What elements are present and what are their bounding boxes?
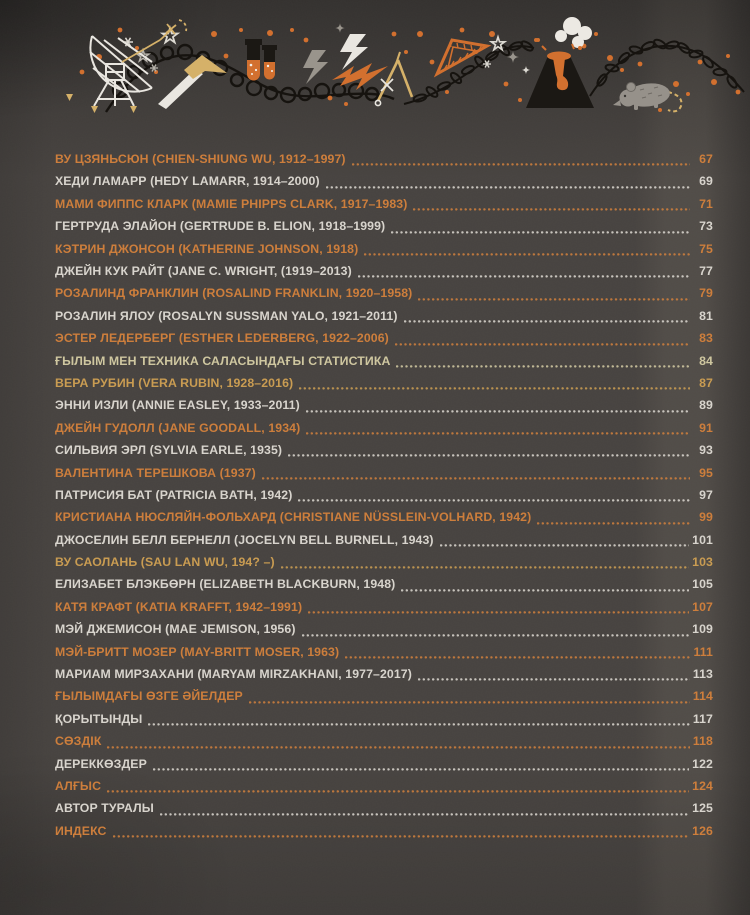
toc-leader-dots: [413, 208, 690, 211]
toc-page-number: 124: [692, 778, 713, 793]
toc-leader-dots: [107, 790, 689, 793]
toc-page-number: 111: [693, 644, 713, 659]
toc-entry-label: РОЗАЛИН ЯЛОУ (ROSALYN SUSSMAN YALO, 1921–2011): [55, 308, 398, 323]
toc-entry-label: МАРИАМ МИРЗАХАНИ (MARYAM MIRZAKHANI, 1977–2017): [55, 667, 412, 682]
toc-page-number: 118: [692, 734, 713, 749]
toc-page-number: 73: [699, 219, 713, 234]
toc-leader-dots: [345, 656, 690, 659]
toc-leader-dots: [153, 768, 689, 771]
toc-page-number: 69: [699, 174, 713, 189]
toc-entry: [55, 775, 713, 797]
toc-entry-label: МЭЙ ДЖЕМИСОН (MAE JEMISON, 1956): [55, 622, 296, 637]
toc-page-number: 126: [692, 823, 713, 838]
toc-leader-dots: [364, 253, 690, 256]
toc-page-number: 79: [699, 286, 713, 301]
toc-page-number: 83: [699, 331, 713, 346]
toc-page-number: 113: [692, 667, 713, 682]
toc-entry-label: АВТОР ТУРАЛЫ: [55, 801, 154, 816]
toc-entry: [55, 350, 713, 372]
toc-entry: [55, 193, 713, 215]
toc-entry: [55, 753, 713, 775]
toc-leader-dots: [326, 186, 690, 189]
toc-entry: [55, 170, 713, 192]
toc-page-number: 77: [699, 264, 713, 278]
toc-entry-label: РОЗАЛИНД ФРАНКЛИН (ROSALIND FRANKLIN, 1920–1958): [55, 286, 413, 301]
toc-page-number: 75: [699, 241, 713, 256]
toc-page-number: 89: [699, 398, 713, 413]
toc-entry: [55, 641, 713, 663]
toc-entry: [55, 238, 713, 260]
toc-leader-dots: [113, 835, 690, 838]
toc-entry-label: ҚОРЫТЫНДЫ: [55, 711, 143, 726]
toc-leader-dots: [148, 723, 689, 726]
toc-entry: [55, 484, 713, 506]
toc-entry-label: МАМИ ФИППС КЛАРК (MAMIE PHIPPS CLARK, 1917–1983): [55, 196, 408, 211]
toc-entry: [55, 506, 713, 528]
toc-leader-dots: [418, 298, 690, 301]
test-tubes-icon: [245, 39, 277, 81]
toc-entry-label: ВЕРА РУБИН (VERA RUBIN, 1928–2016): [55, 375, 294, 390]
toc-entry-label: ВУ ЦЗЯНЬСЮН (CHIEN-SHIUNG WU, 1912–1997): [55, 152, 346, 167]
toc-leader-dots: [395, 343, 690, 346]
toc-entry-label: ЕЛИЗАБЕТ БЛЭКБӨРН (ELIZABETH BLACKBURN, 1948): [55, 577, 396, 592]
toc-list: [55, 148, 713, 842]
toc-entry-label: ГЕРТРУДА ЭЛАЙОН (GERTRUDE B. ELION, 1918–1999): [55, 219, 386, 234]
toc-entry-label: КАТЯ КРАФТ (KATIA KRAFFT, 1942–1991): [55, 599, 303, 614]
toc-leader-dots: [352, 163, 690, 166]
toc-leader-dots: [249, 701, 690, 704]
toc-entry: [55, 148, 713, 170]
toc-page-number: 67: [699, 152, 713, 167]
toc-entry: [55, 215, 713, 237]
toc-page-number: 71: [699, 196, 713, 211]
toc-entry: [55, 529, 713, 551]
toc-entry-label: ХЕДИ ЛАМАРР (HEDY LAMARR, 1914–2000): [55, 174, 320, 189]
toc-entry-label: ДЖЕЙН КУК РАЙТ (JANE C. WRIGHT, (1919–2013): [55, 264, 352, 278]
toc-leader-dots: [107, 746, 689, 749]
toc-leader-dots: [308, 611, 689, 614]
toc-entry-label: МЭЙ-БРИТТ МОЗЕР (MAY-BRITT MOSER, 1963): [55, 644, 340, 659]
toc-leader-dots: [440, 544, 690, 547]
toc-entry: [55, 327, 713, 349]
toc-entry-label: ЭННИ ИЗЛИ (ANNIE EASLEY, 1933–2011): [55, 398, 300, 413]
toc-page-number: 87: [699, 375, 713, 390]
toc-entry: [55, 820, 713, 842]
toc-page-number: 91: [699, 420, 713, 435]
toc-entry-label: ДЖОСЕЛИН БЕЛЛ БЕРНЕЛЛ (JOCELYN BELL BURNELL, 1943): [55, 532, 434, 547]
toc-entry-label: КРИСТИАНА НЮСЛЯЙН-ФОЛЬХАРД (CHRISTIANE NÜSSLEIN-VOLHARD, 1942): [55, 510, 532, 525]
toc-page-number: 107: [692, 599, 713, 614]
toc-entry: [55, 282, 713, 304]
toc-entry: [55, 618, 713, 640]
toc-page-number: 101: [692, 532, 713, 547]
toc-page-number: 122: [692, 756, 713, 771]
toc-page-number: 93: [699, 443, 713, 458]
toc-entry: [55, 417, 713, 439]
toc-leader-dots: [418, 678, 690, 681]
toc-entry: [55, 685, 713, 707]
toc-entry-label: ДЖЕЙН ГУДОЛЛ (JANE GOODALL, 1934): [55, 420, 301, 435]
toc-entry-label: СИЛЬВИЯ ЭРЛ (SYLVIA EARLE, 1935): [55, 443, 283, 458]
toc-page-number: 114: [692, 689, 713, 704]
toc-entry: [55, 596, 713, 618]
toc-leader-dots: [299, 387, 690, 390]
toc-page-number: 105: [692, 577, 713, 592]
toc-entry-label: СӨЗДІК: [55, 734, 102, 749]
toc-leader-dots: [302, 634, 690, 637]
toc-entry: [55, 260, 713, 282]
toc-entry: [55, 797, 713, 819]
toc-entry: [55, 394, 713, 416]
toc-page-number: 125: [692, 801, 713, 816]
rat-icon: [613, 81, 681, 111]
volcano-icon: [526, 17, 594, 108]
toc-entry-label: АЛҒЫС: [55, 778, 102, 793]
header-illustrations: [0, 0, 750, 140]
toc-page-number: 109: [692, 622, 713, 637]
toc-entry-label: ҒЫЛЫМДАҒЫ ӨЗГЕ ӘЙЕЛДЕР: [55, 689, 243, 704]
toc-entry-label: ЭСТЕР ЛЕДЕРБЕРГ (ESTHER LEDERBERG, 1922–2006): [55, 331, 389, 346]
toc-leader-dots: [396, 365, 690, 368]
toc-entry: [55, 730, 713, 752]
toc-leader-dots: [358, 275, 690, 278]
toc-leader-dots: [262, 477, 690, 480]
toc-entry-label: ДЕРЕККӨЗДЕР: [55, 756, 147, 771]
toc-leader-dots: [281, 566, 690, 569]
toc-entry: [55, 305, 713, 327]
toc-entry-label: ИНДЕКС: [55, 823, 107, 838]
toc-entry-label: ВАЛЕНТИНА ТЕРЕШКОВА (1937): [55, 465, 256, 480]
toc-entry: [55, 372, 713, 394]
toc-entry-label: КЭТРИН ДЖОНСОН (KATHERINE JOHNSON, 1918): [55, 241, 359, 256]
toc-leader-dots: [160, 813, 689, 816]
toc-leader-dots: [306, 432, 690, 435]
toc-leader-dots: [298, 499, 690, 502]
toc-entry: [55, 461, 713, 483]
toc-entry-label: ВУ САОЛАНЬ (SAU LAN WU, 194? –): [55, 555, 275, 570]
toc-entry-label: ПАТРИСИЯ БАТ (PATRICIA BATH, 1942): [55, 487, 293, 502]
toc-page-number: 81: [699, 308, 713, 323]
toc-entry: [55, 708, 713, 730]
toc-page-number: 95: [699, 465, 713, 480]
toc-entry-label: ҒЫЛЫМ МЕН ТЕХНИКА САЛАСЫНДАҒЫ СТАТИСТИКА: [55, 353, 391, 368]
toc-entry: [55, 663, 713, 685]
toc-leader-dots: [391, 231, 690, 234]
toc-leader-dots: [537, 522, 690, 525]
toc-leader-dots: [404, 320, 690, 323]
lightning-bolt-icons: [303, 34, 388, 90]
toc-leader-dots: [306, 410, 690, 413]
toc-entry: [55, 439, 713, 461]
toc-page-number: 84: [699, 353, 713, 368]
toc-page-number: 103: [692, 555, 713, 570]
toc-leader-dots: [401, 589, 689, 592]
toc-page-number: 99: [699, 510, 713, 525]
toc-entry: [55, 573, 713, 595]
leaf-vine: [590, 38, 744, 96]
toc-page-number: 97: [699, 487, 713, 502]
toc-entry: [55, 551, 713, 573]
toc-page-number: 117: [692, 711, 713, 726]
toc-leader-dots: [288, 454, 690, 457]
